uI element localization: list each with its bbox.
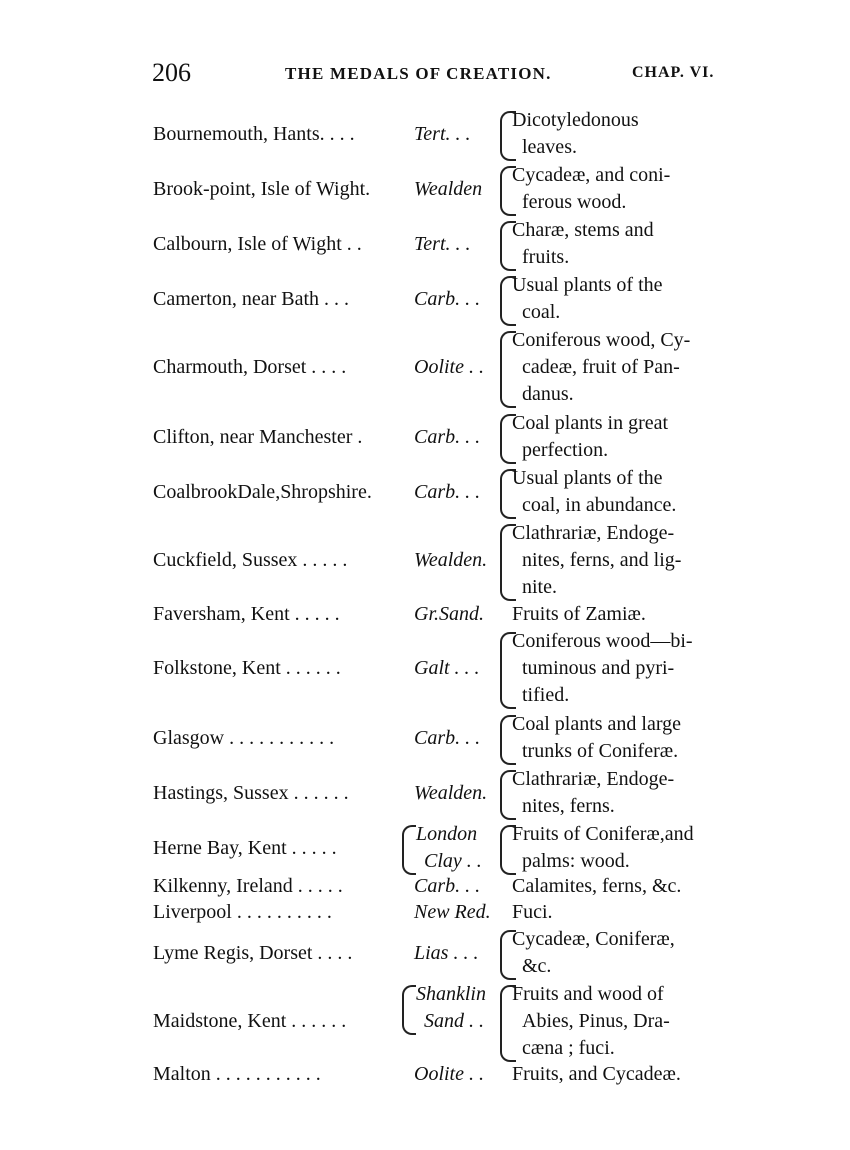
- formation-brace: [402, 825, 416, 875]
- entry-description-line: Coniferous wood, Cy-: [512, 329, 691, 351]
- description-brace: [500, 111, 516, 161]
- formation-brace: [402, 985, 416, 1035]
- entry-location: Camerton, near Bath . . .: [153, 287, 350, 310]
- entry-formation: Wealden.: [414, 549, 488, 571]
- entry-location: Charmouth, Dorset . . . .: [153, 356, 347, 378]
- entry-description-line: tified.: [522, 684, 570, 706]
- description-brace: [500, 276, 516, 326]
- entry-formation: Oolite . .: [414, 1063, 484, 1085]
- entry-location: Brook-point, Isle of Wight.: [153, 177, 371, 200]
- entry-location: Herne Bay, Kent . . . . .: [153, 836, 337, 859]
- description-brace: [500, 825, 516, 875]
- entry-description-line: Usual plants of the: [512, 467, 663, 489]
- entry-formation: Tert. . .: [414, 122, 471, 145]
- entry-location: Hastings, Sussex . . . . . .: [153, 781, 349, 804]
- entry-location: Kilkenny, Ireland . . . . .: [153, 875, 343, 897]
- entry-description-line: Fruits and wood of: [512, 983, 664, 1005]
- entry-description-line: Clathrariæ, Endoge-: [512, 768, 675, 790]
- entry-location: Liverpool . . . . . . . . . .: [153, 901, 332, 923]
- entry-description-line: Calamites, ferns, &c.: [512, 875, 682, 897]
- entry-description-line: Cycadeæ, Coniferæ,: [512, 928, 675, 950]
- entry-description-line: Coal plants in great: [512, 412, 669, 434]
- entry-description-line: Fuci.: [512, 901, 553, 923]
- entry-location: Lyme Regis, Dorset . . . .: [153, 941, 353, 964]
- entry-formation: Galt . . .: [414, 657, 480, 679]
- entry-description-line: Fruits of Coniferæ,and: [512, 823, 694, 845]
- description-brace: [500, 985, 516, 1062]
- description-brace: [500, 331, 516, 408]
- entry-formation: Carb. . .: [414, 480, 481, 503]
- entry-formation: Carb. . .: [414, 875, 481, 897]
- description-brace: [500, 414, 516, 464]
- entry-description-line: perfection.: [522, 439, 609, 461]
- entry-description-line: Fruits of Zamiæ.: [512, 603, 646, 625]
- entry-description-line: Coniferous wood—bi-: [512, 630, 693, 652]
- entry-formation: New Red.: [414, 901, 491, 923]
- entry-description-line: cadeæ, fruit of Pan-: [522, 356, 680, 378]
- entry-formation: Shanklin: [416, 983, 486, 1005]
- entry-location: CoalbrookDale,Shropshire.: [153, 480, 372, 503]
- entry-description-line: Charæ, stems and: [512, 219, 654, 241]
- entry-location: Malton . . . . . . . . . . .: [153, 1063, 321, 1085]
- entry-description-line: nites, ferns, and lig-: [522, 549, 682, 571]
- description-brace: [500, 770, 516, 820]
- entry-formation: London: [416, 823, 478, 845]
- entry-description-line: ferous wood.: [522, 191, 627, 213]
- description-brace: [500, 715, 516, 765]
- entry-location: Clifton, near Manchester .: [153, 425, 363, 448]
- entry-location: Folkstone, Kent . . . . . .: [153, 657, 341, 679]
- description-brace: [500, 221, 516, 271]
- entry-formation: Wealden.: [414, 781, 488, 804]
- entry-formation: Carb. . .: [414, 726, 481, 749]
- entry-location: Cuckfield, Sussex . . . . .: [153, 549, 348, 571]
- entry-description-line: Coal plants and large: [512, 713, 682, 735]
- entry-location: Bournemouth, Hants. . . .: [153, 122, 355, 145]
- entry-location: Maidstone, Kent . . . . . .: [153, 1010, 347, 1032]
- entry-description-line: danus.: [522, 383, 574, 405]
- entry-description-line: cæna ; fuci.: [522, 1037, 615, 1059]
- entry-description-line: Clathrariæ, Endoge-: [512, 522, 675, 544]
- entry-description-line: &c.: [522, 955, 552, 977]
- page-number: 206: [152, 58, 191, 87]
- entry-description-line: coal.: [522, 301, 561, 323]
- entry-description-line: coal, in abundance.: [522, 494, 677, 516]
- entry-formation: Wealden: [414, 177, 483, 200]
- entry-description-line: Cycadeæ, and coni-: [512, 164, 671, 186]
- description-brace: [500, 930, 516, 980]
- description-brace: [500, 632, 516, 709]
- description-brace: [500, 469, 516, 519]
- entry-formation: Carb. . .: [414, 287, 481, 310]
- description-brace: [500, 524, 516, 601]
- entry-formation: Gr.Sand.: [414, 603, 485, 625]
- entry-description-line: tuminous and pyri-: [522, 657, 675, 679]
- entry-location: Calbourn, Isle of Wight . .: [153, 232, 362, 255]
- entry-description-line: trunks of Coniferæ.: [522, 740, 679, 762]
- entry-description-line: Dicotyledonous: [512, 109, 639, 131]
- entry-formation: Lias . . .: [414, 941, 479, 964]
- entry-description-line: Abies, Pinus, Dra-: [522, 1010, 670, 1032]
- entry-description-line: nites, ferns.: [522, 795, 615, 817]
- entry-formation: Sand . .: [424, 1010, 484, 1032]
- entry-formation: Clay . .: [424, 850, 482, 872]
- running-title: THE MEDALS OF CREATION.: [285, 64, 552, 83]
- entry-description-line: Fruits, and Cycadeæ.: [512, 1063, 681, 1085]
- entry-location: Faversham, Kent . . . . .: [153, 603, 340, 625]
- entry-location: Glasgow . . . . . . . . . . .: [153, 726, 335, 749]
- entry-formation: Carb. . .: [414, 425, 481, 448]
- chapter-label: CHAP. VI.: [632, 64, 715, 81]
- entry-description-line: palms: wood.: [522, 850, 630, 872]
- entry-description-line: fruits.: [522, 246, 570, 268]
- entry-formation: Tert. . .: [414, 232, 471, 255]
- entry-formation: Oolite . .: [414, 356, 484, 378]
- entry-description-line: leaves.: [522, 136, 577, 158]
- entry-description-line: nite.: [522, 576, 557, 598]
- description-brace: [500, 166, 516, 216]
- entry-description-line: Usual plants of the: [512, 274, 663, 296]
